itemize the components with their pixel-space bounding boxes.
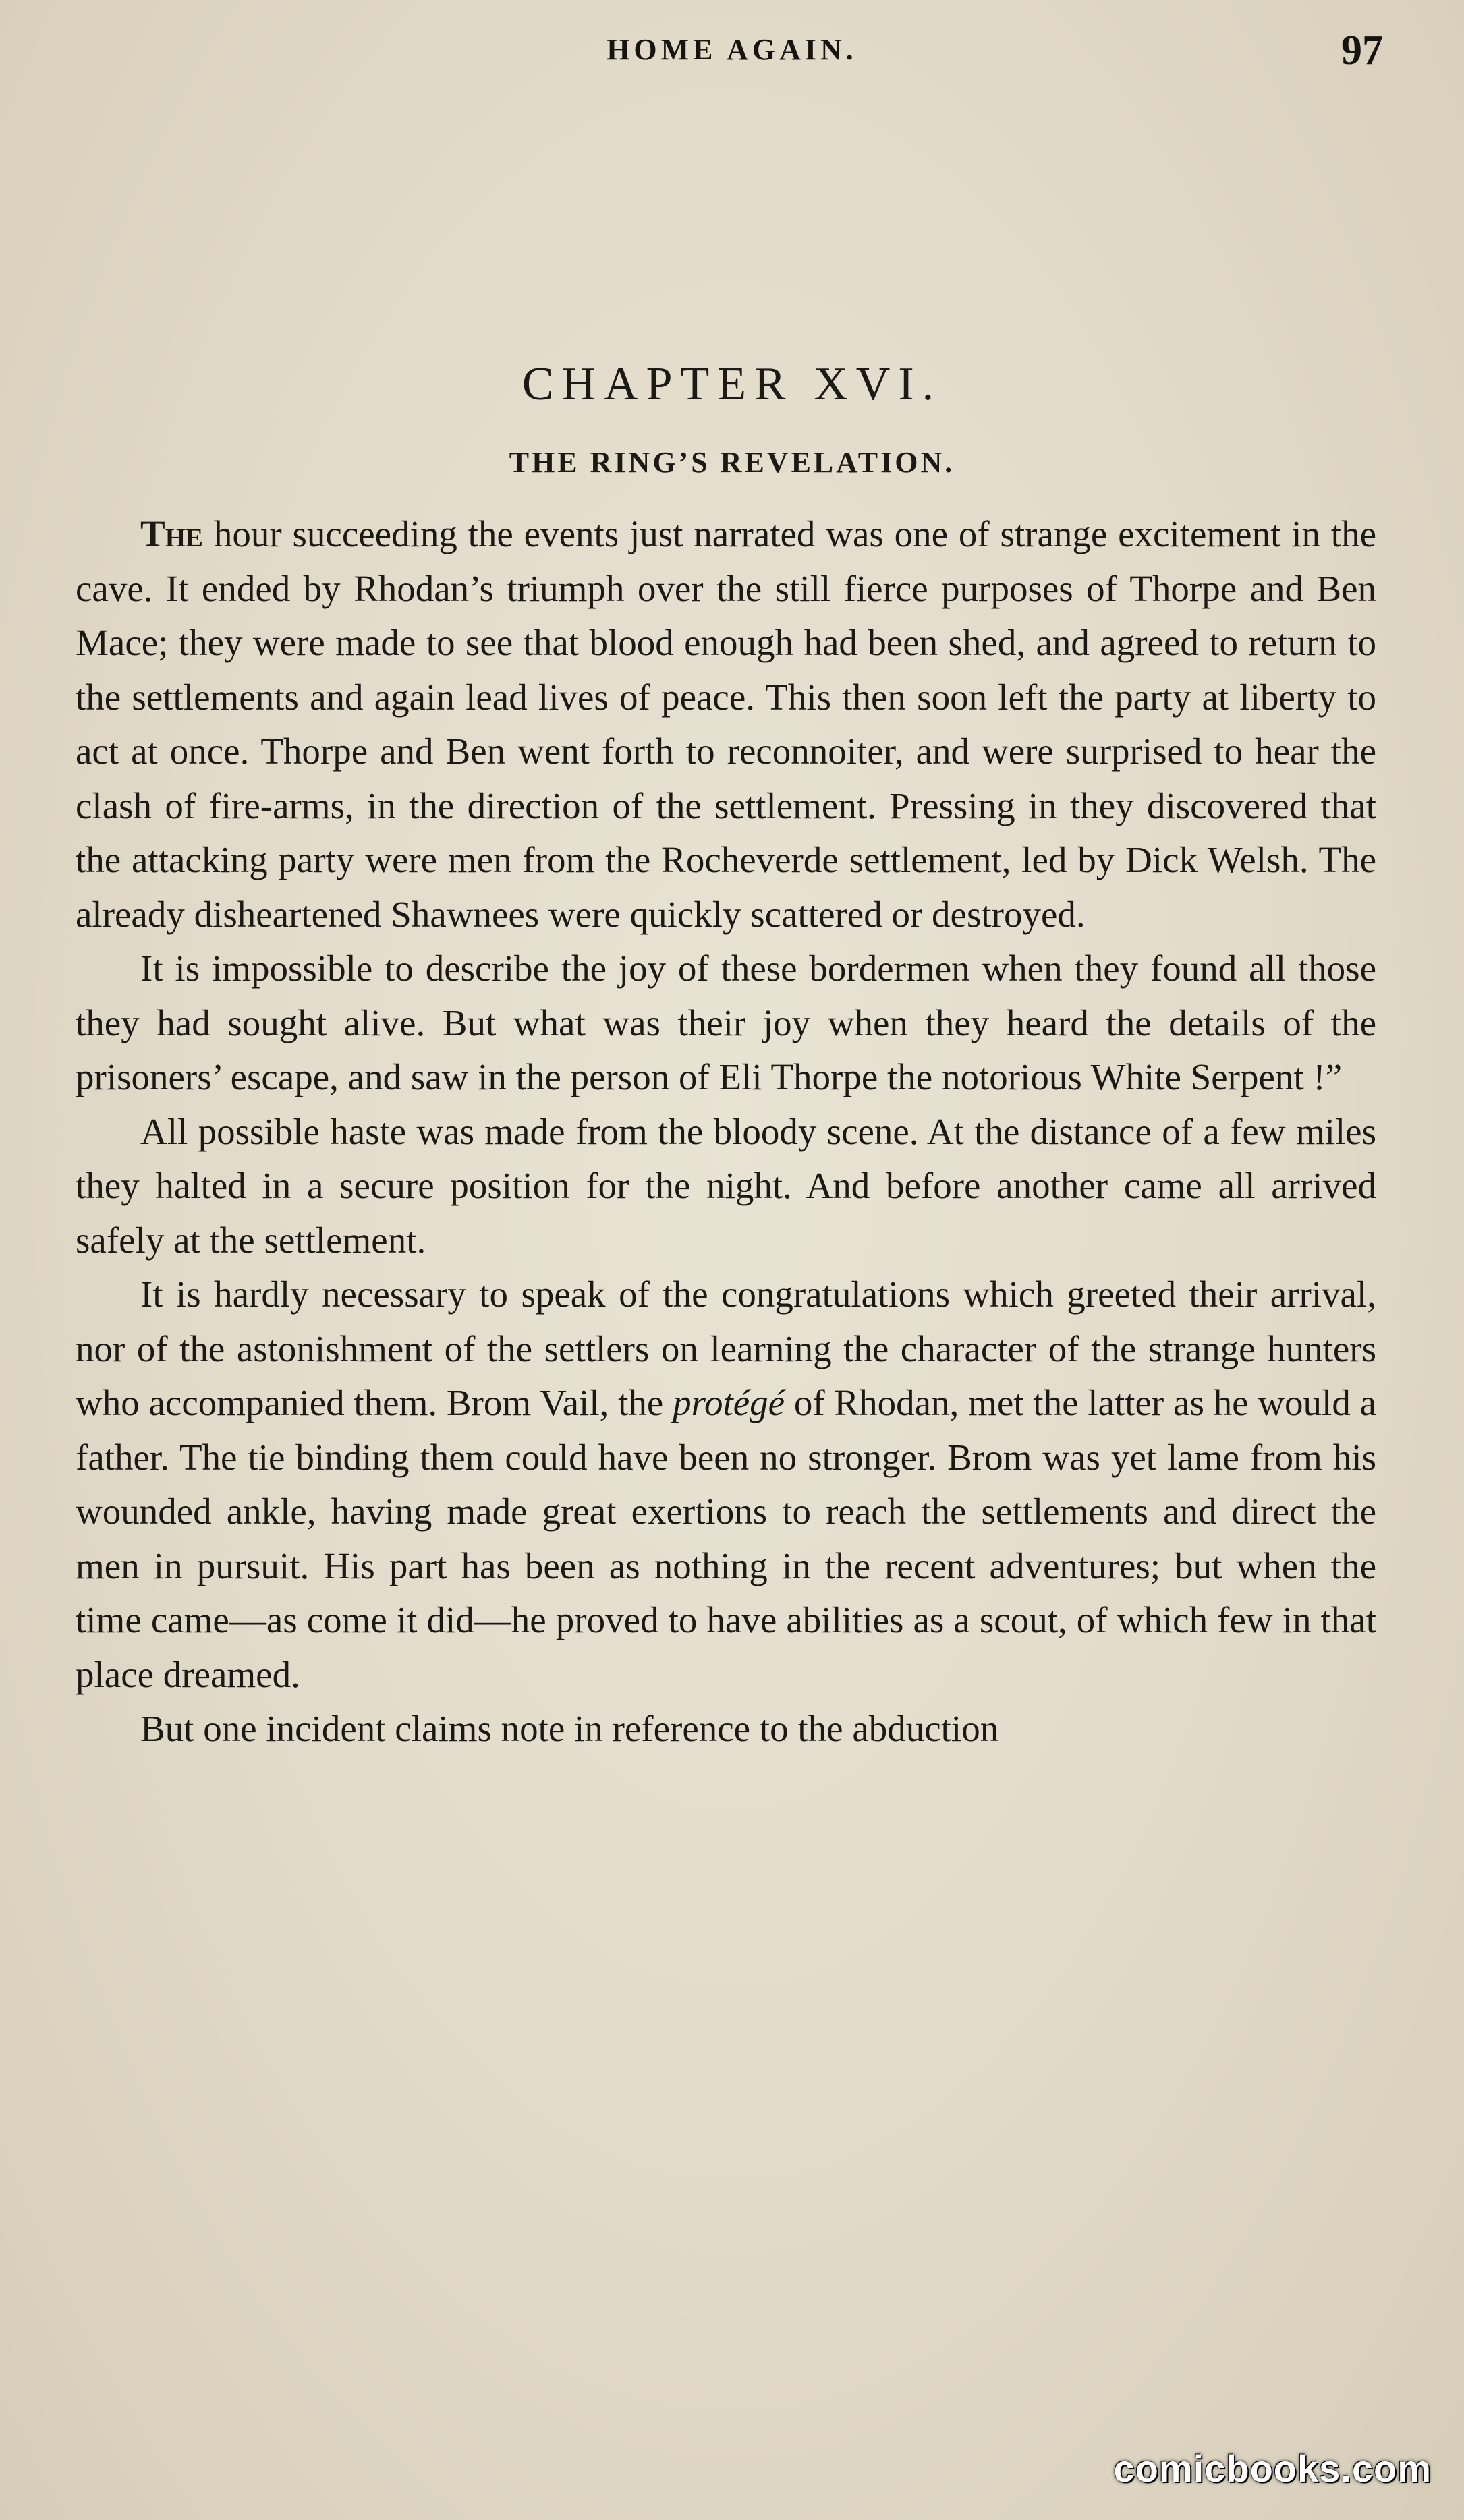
italic-term: protégé	[673, 1382, 785, 1423]
paragraph-5: But one incident claims note in reference to the abduction	[140, 1708, 999, 1749]
paragraph-1	[76, 507, 1376, 942]
chapter-subtitle: THE RING’S REVELATION.	[509, 446, 955, 479]
paragraph-text: of Rhodan, met the latter as he would a father. The tie binding them could have been no stronger. Brom was yet lame from his wounded ankle, having made great exertions to reach the settlements and direct the men in pursuit. His part has been as nothing in the recent adventures; but when the time came—as come it did—he proved to have abilities as a scout, of which few in that place dreamed.	[76, 1382, 1377, 1695]
chapter-title: CHAPTER XVI.	[522, 358, 942, 410]
paragraph-text: hour succeeding the events just narrated was one of strange excitement in the cave. It ended by Rhodan’s triumph over the still fierce purposes of Thorpe and Ben Mace; they were made to see that blood enough had been shed, and agreed to return to the settlements and again lead lives of peace. This then soon left the party at liberty to act at once. Thorpe and Ben went forth to reconnoiter, and were surprised to hear the clash of fire-arms, in the direction of the settlement. Pressing in they discovered that the attacking party were men from the Rocheverde settlement, led by Dick Welsh. The already disheartened Shawnees were quickly scattered or destroyed.	[76, 513, 1376, 935]
paragraph-3: All possible haste was made from the bloody scene. At the distance of a few miles they halted in a secure position for the night. And before another came all arrived safely at the settlement.	[76, 1110, 1376, 1261]
chapter-body	[76, 507, 1376, 1756]
paragraph-text: It is hardly necessary to speak of the congratulations which greeted their arrival, nor of the astonishment of the settlers on learning the character of the strange hunters who accompanied them. Brom Vail, the	[76, 1273, 1376, 1423]
page-number: 97	[1341, 28, 1383, 74]
paragraph-lead-word: The	[140, 513, 204, 554]
paragraph-2: It is impossible to describe the joy of these bordermen when they found all those they had sought alive. But what was their joy when they heard the details of the prisoners’ escape, and saw in the person of Eli Thorpe the notorious White Serpent !”	[76, 948, 1376, 1097]
running-head: HOME AGAIN.	[607, 33, 857, 66]
watermark: comicbooks.com	[1113, 2447, 1432, 2490]
paragraph-4	[76, 1267, 1376, 1702]
